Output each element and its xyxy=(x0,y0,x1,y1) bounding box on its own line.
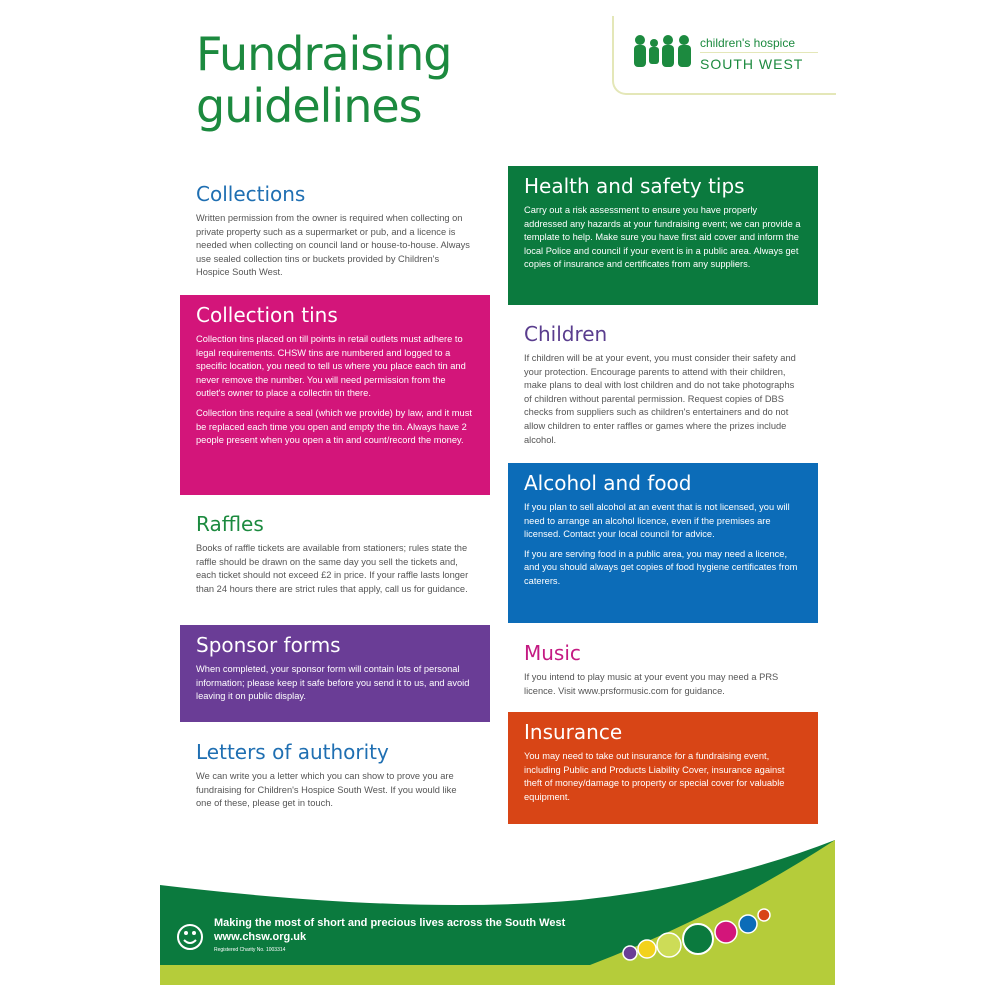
section-collections: Collections Written permission from the owner is required when collecting on private property such as a supermarket or pub, and a licence is needed when collecting on council land or house-to-house. Always use sealed collection tins or buckets provided by Children's Hospice South West. xyxy=(196,182,470,278)
section-insurance: Insurance You may need to take out insurance for a fundraising event, including Public and Products Liability Cover, insurance against theft of money/damage to property or special cover for valuable equipment. xyxy=(508,712,818,824)
logo: children's hospice SOUTH WEST xyxy=(612,16,836,95)
section-alcohol-food: Alcohol and food If you plan to sell alcohol at an event that is not licensed, you will need to arrange an alcohol licence, even if the premises are licensed. Contact your local council for advice. If you are serving food in a public area, you may need a licence, and you should always get copies of food hygiene certificates from caterers. xyxy=(508,463,818,623)
page-title: Fundraising guidelines xyxy=(196,27,452,133)
section-raffles: Raffles Books of raffle tickets are available from stationers; rules state the raffle should be drawn on the same day you sell the tickets and, each ticket should not exceed £2 in price. If your raffle lasts longer than 24 hours there are strict rules that apply, call us for guidance. xyxy=(196,512,469,594)
section-children: Children If children will be at your event, you must consider their safety and your protection. Encourage parents to attend with their children, make plans to deal with lost children and do not take photographs of children without parental permission. Request copies of DBS checks from suppliers such as children's entertainers and do not allow children to enter raffles or games where the prizes include alcohol. xyxy=(524,322,796,445)
family-logo-icon xyxy=(632,34,694,68)
section-letters-of-authority: Letters of authority We can write you a letter which you can show to prove you are fundraising for Children's Hospice South West. If you would like one of these, please get in touch. xyxy=(196,740,457,809)
section-sponsor-forms: Sponsor forms When completed, your sponsor form will contain lots of personal information; please keep it safe before you send it to us, and avoid leaving it on public display. xyxy=(180,625,490,722)
section-collection-tins: Collection tins Collection tins placed on till points in retail outlets must adhere to legal requirements. CHSW tins are numbered and logged to a specific location, you need to tell us where you place each tin and never remove the number. You will need permission from the outlet's owner to place a collectin tin there. Collection tins require a seal (which we provide) by law, and it must be replaced each time you open and empty the tin. Always have 2 people present when you open a tin and count/record the money. xyxy=(180,295,490,495)
footer-swoosh xyxy=(160,835,835,985)
section-music: Music If you intend to play music at your event you may need a PRS licence. Visit www.prsformusic.com for guidance. xyxy=(524,641,779,696)
footer-url[interactable]: www.chsw.org.uk xyxy=(214,931,307,943)
section-health-safety: Health and safety tips Carry out a risk assessment to ensure you have properly addressed any hazards at your fundraising event; we can provide a template to help. Make sure you have first aid cover and inform the local Police and council if your event is in a public area. Always get copies of insurance and certificates from any suppliers. xyxy=(508,166,818,305)
footer: Making the most of short and precious lives across the South West www.chsw.org.uk Registered Charity No. 1003314 xyxy=(160,835,835,985)
